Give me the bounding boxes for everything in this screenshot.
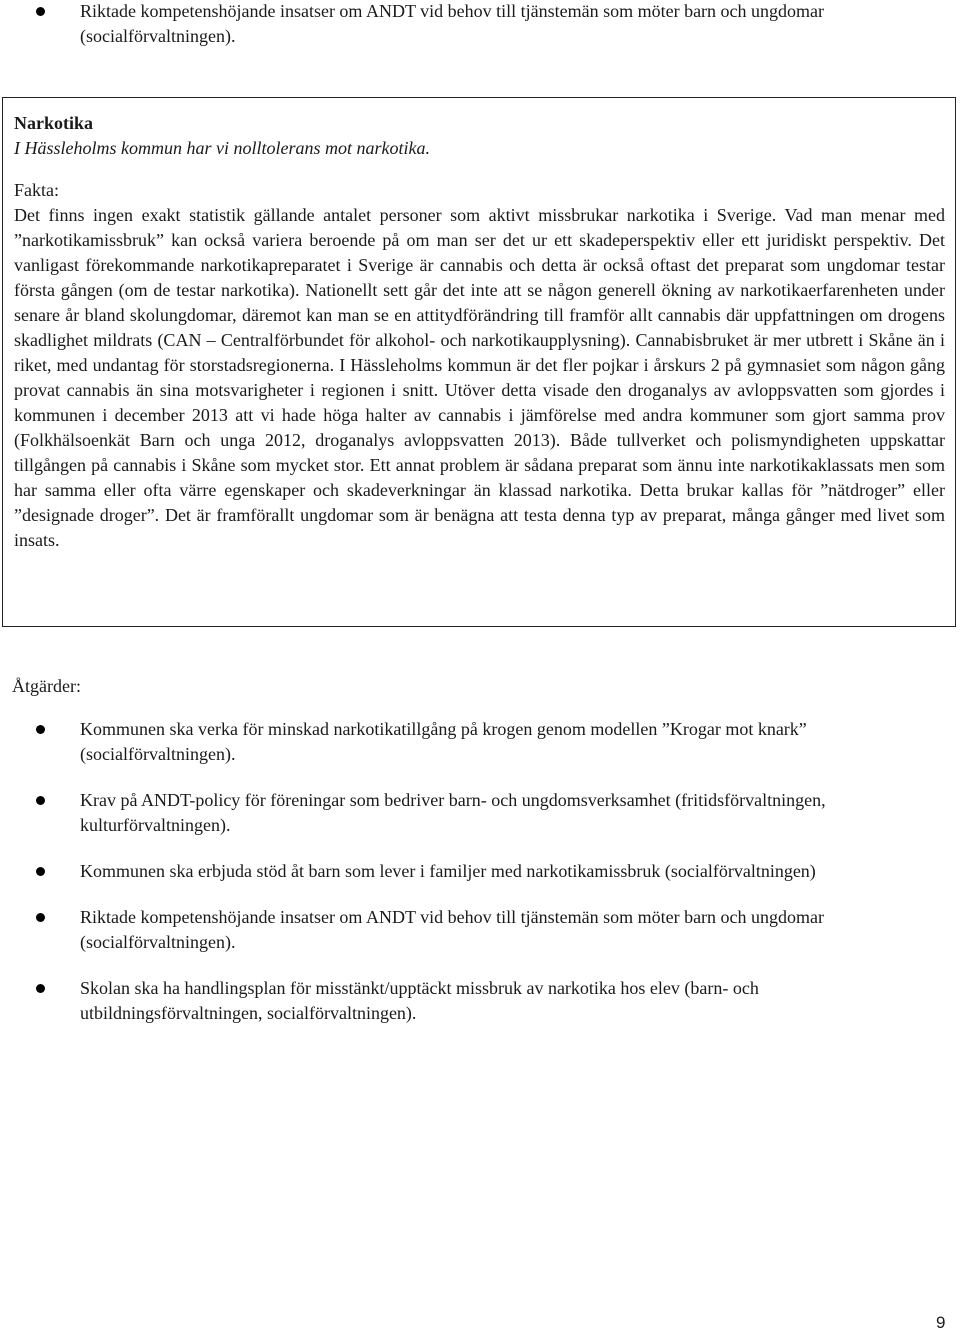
bullet-icon xyxy=(36,796,45,805)
bullet-icon xyxy=(36,7,45,16)
list-item xyxy=(0,905,900,955)
list-item xyxy=(0,717,900,767)
list-item xyxy=(0,976,900,1026)
fakta-label: Fakta: xyxy=(14,180,59,200)
list-item-text: Kommunen ska verka för minskad narkotikatillgång på krogen genom modellen ”Krogar mot knark” (socialförvaltningen). xyxy=(80,719,807,764)
bullet-icon xyxy=(36,984,45,993)
actions-heading: Åtgärder: xyxy=(12,676,81,696)
narkotika-fact-box xyxy=(2,97,956,627)
bullet-icon xyxy=(36,725,45,734)
list-item-text: Riktade kompetenshöjande insatser om ANDT vid behov till tjänstemän som möter barn och ungdomar (socialförvaltningen). xyxy=(80,1,825,46)
bullet-icon xyxy=(36,913,45,922)
list-item-text: Kommunen ska erbjuda stöd åt barn som lever i familjer med narkotikamissbruk (socialförvaltningen) xyxy=(80,861,816,881)
list-item xyxy=(0,859,900,884)
page-number: 9 xyxy=(936,1313,946,1332)
list-item-text: Skolan ska ha handlingsplan för misstänkt/upptäckt missbruk av narkotika hos elev (barn- och utbildningsförvaltningen, socialförvaltningen). xyxy=(80,978,759,1023)
list-item xyxy=(0,788,900,838)
section-title: Narkotika xyxy=(14,113,94,133)
policy-statement: I Hässleholms kommun har vi nolltolerans mot narkotika. xyxy=(14,138,430,158)
actions-bullet-list xyxy=(0,717,900,1047)
top-bullet-list xyxy=(0,0,900,49)
list-item-text: Krav på ANDT-policy för föreningar som bedriver barn- och ungdomsverksamhet (fritidsförvaltningen, kulturförvaltningen). xyxy=(80,790,826,835)
list-item xyxy=(0,0,900,49)
list-item-text: Riktade kompetenshöjande insatser om ANDT vid behov till tjänstemän som möter barn och ungdomar (socialförvaltningen). xyxy=(80,907,825,952)
fakta-paragraph: Det finns ingen exakt statistik gällande antalet personer som aktivt missbrukar narkotika i Sverige. Vad man menar med ”narkotikamissbruk” kan också variera beroende på om man ser det ur ett skadeperspektiv eller ett juridiskt perspektiv. Det vanligast förekommande narkotikapreparatet i Sverige är cannabis och detta är också oftast det preparat som ungdomar testar första gången (om de testar narkotika). Nationellt sett går det inte att se någon generell ökning av narkotikaerfarenheten under senare år bland skolungdomar, däremot kan man se en attitydförändring till framför allt cannabis där uppfattningen om drogens skadlighet mildrats (CAN – Centralförbundet för alkohol- och narkotikaupplysning). Cannabisbruket är mer utbrett i Skåne än i riket, med undantag för storstadsregionerna. I Hässleholms kommun är det fler pojkar i årskurs 2 på gymnasiet som någon gång provat cannabis än sina motsvarigheter i regionen i snitt. Utöver detta visade den droganalys av avloppsvatten som gjordes i kommunen i december 2013 att vi hade höga halter av cannabis i jämförelse med andra kommuner som gjort samma prov (Folkhälsoenkät Barn och unga 2012, droganalys avloppsvatten 2013). Både tullverket och polismyndigheten uppskattar tillgången på cannabis i Skåne som mycket stor. Ett annat problem är sådana preparat som ännu inte narkotikaklassats men som har samma eller ofta värre egenskaper och skadeverkningar än klassad narkotika. Detta brukar kallas för ”nätdroger” eller ”designade droger”. Det är framförallt ungdomar som är benägna att testa denna typ av preparat, många gånger med livet som insats. xyxy=(14,205,945,550)
bullet-icon xyxy=(36,867,45,876)
